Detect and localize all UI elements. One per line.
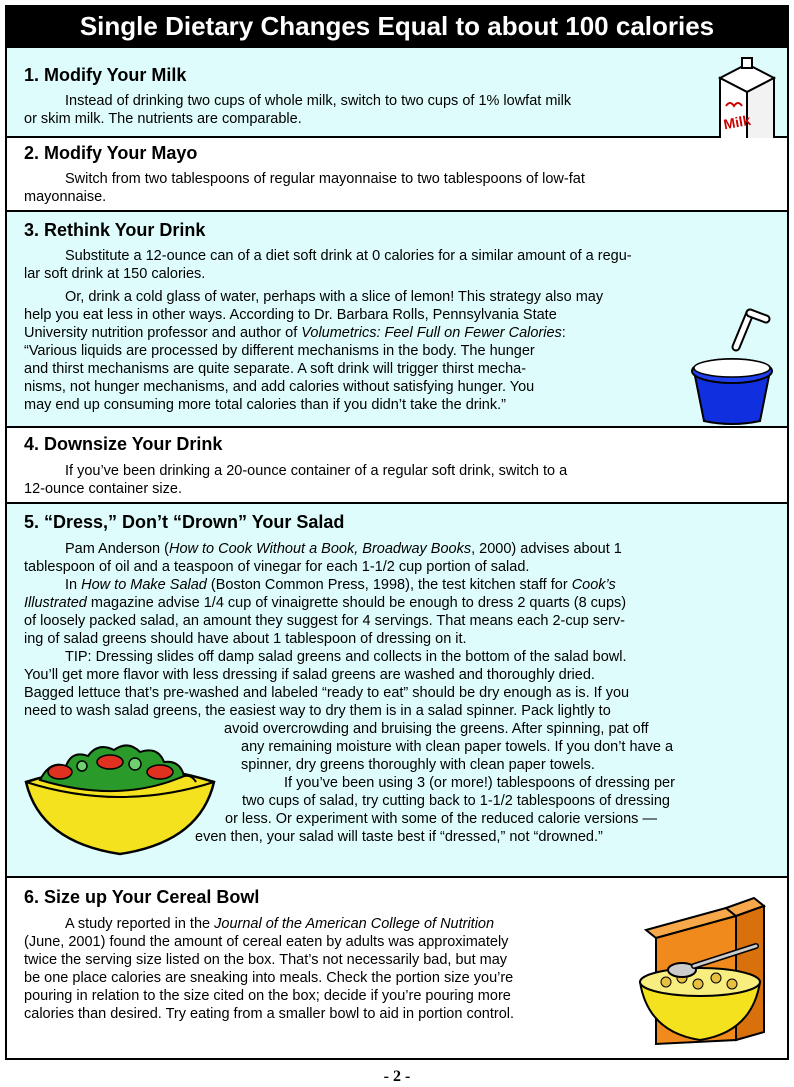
section-text-line: calories than desired. Try eating from a smaller bowl to aid in portion control. <box>24 1006 515 1022</box>
section-text-line: even then, your salad will taste best if “dressed,” not “drowned.” <box>195 829 603 845</box>
section-text-line: Switch from two tablespoons of regular mayonnaise to two tablespoons of low-fat <box>65 171 585 187</box>
section-modify-milk <box>7 48 787 138</box>
section-text-line: two cups of salad, try cutting back to 1-1/2 tablespoons of dressing <box>242 793 670 809</box>
section-text-line: need to wash salad greens, the easiest way to dry them is in a salad spinner. Pack lightly to <box>24 703 611 719</box>
section-text-line: Or, drink a cold glass of water, perhaps with a slice of lemon! This strategy also may <box>65 289 604 305</box>
magazine-title: Illustrated <box>24 595 87 611</box>
section-text-line: University nutrition professor and author of Volumetrics: Feel Full on Fewer Calories: <box>24 325 566 341</box>
section-text-line: or less. Or experiment with some of the reduced calorie versions — <box>225 811 657 827</box>
section-heading: 3. Rethink Your Drink <box>24 220 206 240</box>
book-title: How to Make Salad <box>81 577 207 593</box>
section-text-line: nisms, not hunger mechanisms, and add calories without satisfying hunger. You <box>24 379 535 395</box>
section-text-line: Illustrated magazine advise 1/4 cup of vinaigrette should be enough to dress 2 quarts (8 cups) <box>24 595 627 611</box>
magazine-title: Cook’s <box>571 577 616 593</box>
soda-cup-icon <box>688 305 778 425</box>
section-text-line: twice the serving size listed on the box. That’s not necessarily bad, but may <box>24 952 508 968</box>
salad-bowl-icon <box>20 742 220 857</box>
section-heading: 5. “Dress,” Don’t “Drown” Your Salad <box>24 512 345 532</box>
section-text-line: of loosely packed salad, an amount they suggest for 4 servings. That means each 2-cup serv- <box>24 613 626 629</box>
page-title: Single Dietary Changes Equal to about 100 calories <box>5 5 789 48</box>
section-downsize-drink <box>7 428 787 504</box>
section-text-line: and thirst mechanisms are quite separate. A soft drink will trigger thirst mecha- <box>24 361 527 377</box>
section-heading: 6. Size up Your Cereal Bowl <box>24 887 260 907</box>
section-text-line: help you eat less in other ways. According to Dr. Barbara Rolls, Pennsylvania State <box>24 307 557 323</box>
section-text-line: may end up consuming more total calories than if you didn’t take the drink.” <box>24 397 506 413</box>
book-title: Volumetrics: Feel Full on Fewer Calories <box>301 325 562 341</box>
section-text-line: spinner, dry greens thoroughly with clean paper towels. <box>241 757 595 773</box>
section-text-line: Pam Anderson (How to Cook Without a Book, Broadway Books, 2000) advises about 1 <box>65 541 622 557</box>
section-text-line: If you’ve been using 3 (or more!) tablespoons of dressing per <box>284 775 675 791</box>
section-text-line: A study reported in the Journal of the American College of Nutrition <box>65 916 495 932</box>
section-text-line: Bagged lettuce that’s pre-washed and labeled “ready to eat” should be dry enough as is. If you <box>24 685 630 701</box>
section-text-line: (June, 2001) found the amount of cereal eaten by adults was approximately <box>24 934 509 950</box>
section-text-line: be one place calories are sneaking into meals. Check the portion size you’re <box>24 970 514 986</box>
section-modify-mayo <box>7 138 787 212</box>
section-text-line: avoid overcrowding and bruising the greens. After spinning, pat off <box>224 721 649 737</box>
section-text-line: lar soft drink at 150 calories. <box>24 266 206 282</box>
section-text-line: In How to Make Salad (Boston Common Press, 1998), the test kitchen staff for Cook’s <box>65 577 616 593</box>
section-text-line: Substitute a 12-ounce can of a diet soft drink at 0 calories for a similar amount of a regu- <box>65 248 632 264</box>
section-text-line: or skim milk. The nutrients are comparable. <box>24 111 302 127</box>
section-heading: 1. Modify Your Milk <box>24 65 187 85</box>
section-heading: 2. Modify Your Mayo <box>24 143 198 163</box>
section-text-line: 12-ounce container size. <box>24 481 182 497</box>
section-text-line: any remaining moisture with clean paper towels. If you don’t have a <box>241 739 674 755</box>
section-rethink-drink <box>7 212 787 428</box>
book-title: How to Cook Without a Book, Broadway Books <box>168 541 472 557</box>
section-text-line: pouring in relation to the size cited on the box; decide if you’re pouring more <box>24 988 511 1004</box>
milk-label: Milk <box>722 111 752 133</box>
page-number: - 2 - <box>383 1068 411 1085</box>
section-text-line: tablespoon of oil and a teaspoon of vinegar for each 1-1/2 cup portion of salad. <box>24 559 530 575</box>
section-text-line: “Various liquids are processed by different mechanisms in the body. The hunger <box>24 343 535 359</box>
section-text-line: Instead of drinking two cups of whole milk, switch to two cups of 1% lowfat milk <box>65 93 572 109</box>
section-text-line: ing of salad greens should have about 1 tablespoon of dressing on it. <box>24 631 467 647</box>
cereal-box-icon <box>636 890 776 1050</box>
journal-title: Journal of the American College of Nutrition <box>214 916 495 932</box>
section-text-line: mayonnaise. <box>24 189 107 205</box>
section-heading: 4. Downsize Your Drink <box>24 434 223 454</box>
section-text-line: You’ll get more flavor with less dressing if salad greens are washed and thoroughly dried. <box>24 667 595 683</box>
section-text-line: If you’ve been drinking a 20-ounce container of a regular soft drink, switch to a <box>65 463 568 479</box>
section-text-line: TIP: Dressing slides off damp salad greens and collects in the bottom of the salad bowl. <box>65 649 627 665</box>
